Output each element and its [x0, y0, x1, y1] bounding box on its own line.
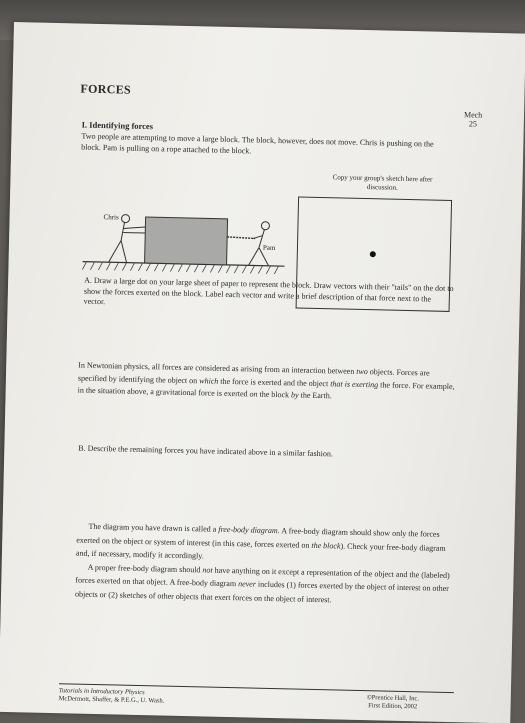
footer-edition: First Edition, 2002	[366, 702, 418, 711]
question-a-label: A.	[84, 276, 92, 285]
rope	[227, 237, 255, 239]
newtonian-paragraph	[78, 360, 459, 406]
page-title: FORCES	[80, 82, 131, 98]
footer-publisher: ©Prentice Hall, Inc.	[367, 694, 419, 703]
emphasis: not	[202, 565, 212, 574]
question-b	[78, 444, 448, 463]
large-block	[145, 217, 228, 265]
text-run: the force. For example, in the situation above, a gravitational force is exerted	[78, 380, 455, 399]
text-run: The diagram you have drawn is called a	[88, 522, 218, 534]
sketch-caption: Copy your group's sketch here after discussion.	[330, 173, 434, 192]
block-scene-figure	[78, 204, 290, 279]
page-header-code	[464, 110, 483, 128]
emphasis: which	[199, 376, 218, 385]
pam-label: Pam	[263, 244, 276, 252]
footer-left	[59, 687, 165, 705]
section-code: Mech	[464, 110, 482, 119]
footer-authors: McDermott, Shaffer, & P.E.G., U. Wash.	[59, 695, 165, 705]
question-b-label: B.	[78, 444, 86, 453]
text-run: the block	[257, 390, 291, 400]
worksheet-page	[0, 22, 525, 723]
emphasis: by	[291, 390, 299, 399]
text-run: includes (1) forces exerted by the object of interest on other objects or (2) sketches of other objects that exert forces on the object of interest.	[75, 580, 449, 604]
emphasis: two	[356, 367, 368, 376]
emphasis: the block	[311, 540, 340, 550]
chris-label: Chris	[104, 213, 120, 221]
emphasis: that is exerting	[330, 379, 378, 389]
text-run: have anything on it except a representation of the object and the (labeled) forces exerted on that object. A free-body diagram	[75, 565, 450, 588]
question-a-text: Draw a large dot on your large sheet of paper to represent the block. Draw vectors with their "tails" on the dot to show the forces exerted on the block. Label each vector and write a brief description of that force next to the vector.	[84, 276, 454, 306]
emphasis: free-body diagram	[218, 525, 278, 535]
footer-book-title: Tutorials in Introductory Physics	[59, 687, 165, 697]
free-body-paragraph-2	[75, 560, 454, 609]
free-body-paragraphs	[75, 520, 455, 610]
page-number: 25	[464, 119, 482, 128]
text-run: objects. Forces are specified by identifying the object on	[78, 367, 430, 385]
question-b-text: Describe the remaining forces you have indicated above in a similar fashion.	[88, 444, 333, 459]
text-run: ). Check your free-body diagram and, if necessary, modify it accordingly.	[76, 541, 446, 560]
emphasis: never	[238, 579, 256, 588]
section-heading: I. Identifying forces	[82, 120, 154, 132]
text-run: the force is exerted and the object	[218, 376, 330, 388]
text-run: A proper free-body diagram should	[88, 562, 203, 574]
text-run: . A free-body diagram should show only the forces exerted on the object or system of interest (in this case, forces exerted on	[76, 526, 440, 549]
footer-right	[366, 694, 419, 711]
text-run: In Newtonian physics, all forces are considered as arising from an interaction between	[78, 361, 356, 376]
text-run: the Earth.	[299, 391, 332, 401]
emphasis: on	[249, 389, 257, 398]
chris-figure	[109, 214, 146, 263]
intro-paragraph: Two people are attempting to move a large block. The block, however, does not move. Chris is pushing on the block. Pam is pulling on a rope attached to the block.	[81, 132, 453, 161]
